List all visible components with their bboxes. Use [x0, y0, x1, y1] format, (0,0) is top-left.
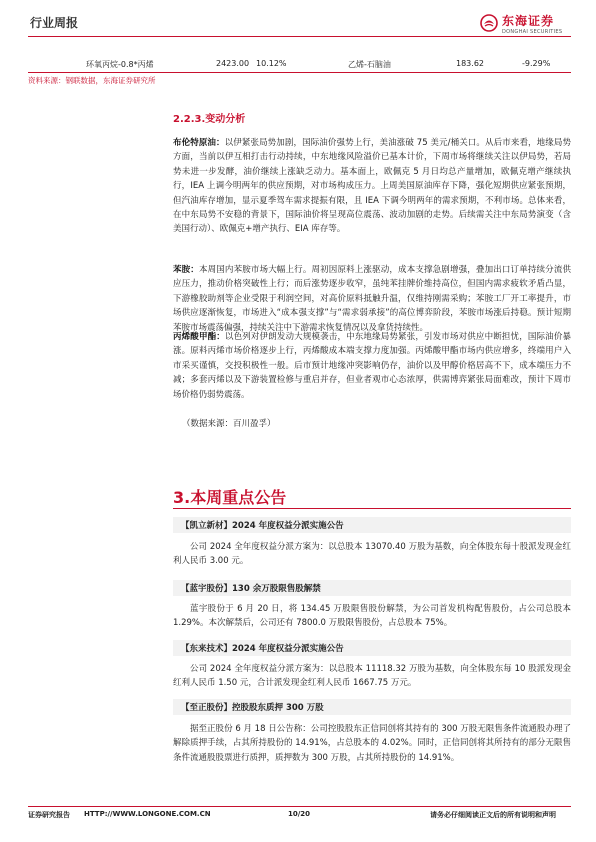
paragraph-text: 本周国内苯胺市场大幅上行。周初因原料上涨驱动，成本支撑急剧增强，叠加出口订单持续分流供应压力，推动价格突破性上行；而后涨势逐步收窄，虽纯苯挂牌价维持高位，但国内需求疲软矛盾凸显，下游橡胶助剂等企业受限于利润空间，对高价原料抵触升温，仅维持刚需采购；苯胺工厂开工率提升，市场供应逐渐恢复，市场进入“成本强支撑”与“需求弱承接”的高位博弈阶段，苯胺市场涨后持稳。预计短期苯胺市场震荡偏强，持续关注中下游需求恢复情况以及拿货持续性。 [173, 265, 571, 333]
section-title: 3.本周重点公告 [173, 488, 287, 507]
data-source-note: （数据来源：百川盈孚） [182, 419, 276, 429]
paragraph-methyl-acrylate [173, 330, 571, 402]
logo-english-name: DONGHAI SECURITIES [502, 29, 563, 35]
paragraph-label: 丙烯酸甲酯： [173, 332, 225, 342]
footer-divider [28, 806, 571, 807]
logo-mark-icon [480, 14, 498, 32]
header-divider [28, 36, 571, 37]
logo-chinese-name: 东海证券 [502, 14, 555, 28]
table-bottom-rule [28, 72, 571, 73]
footer-disclaimer: 请务必仔细阅读正文后的所有说明和声明 [430, 811, 556, 819]
announcement-title: 【至正股份】控股股东质押 300 万股 [173, 699, 571, 715]
announcement-body: 据至正股份 6 月 18 日公告称：公司控股股东正信同创将其持有的 300 万股无限售条件流通股办理了解除质押手续，占其所持股份的 14.91%，占总股本的 4.02%。同时，正信同创将其所持有的部分无限售条件流通股股票进行质押，质押数为 300 万股，占其所持股份的 14.91%。 [173, 724, 571, 763]
announcement-body: 公司 2024 全年度权益分派方案为：以总股本 11118.32 万股为基数，向全体股东每 10 股派发现金红利人民币 1.50 元，合计派发现金红利人民币 1667.75 万元。 [173, 664, 571, 689]
announcement-title: 【凯立新材】2024 年度权益分派实施公告 [173, 517, 571, 533]
section-divider [173, 508, 571, 509]
paragraph-label: 布伦特原油： [173, 138, 225, 148]
table-cell: -9.29% [522, 59, 551, 68]
report-type-title: 行业周报 [30, 16, 79, 30]
table-source-note: 资料来源：钢联数据，东海证券研究所 [28, 76, 156, 85]
page-header [0, 0, 596, 46]
table-cell: 乙烯-石脑油 [348, 60, 391, 69]
table-cell: 10.12% [256, 59, 287, 68]
table-cell: 环氧丙烷-0.8*丙烯 [86, 60, 154, 69]
announcement-body: 蓝宇股份于 6 月 20 日，将 134.45 万股限售股份解禁，为公司首发机构配售股份，占公司总股本 1.29%。本次解禁后，公司还有 7800.0 万股限售股份，占总股本 75%。 [173, 604, 571, 629]
table-cell: 2423.00 [216, 59, 250, 68]
paragraph-text: 以伊紧张局势加剧，国际油价强势上行，美油涨破 75 美元/桶关口。从后市来看，地缘局势方面，当前以伊互相打击行动持续，中东地缘风险溢价已基本计价，下周市场将继续关注以伊局势，若局势未进一步发酵，油价继续上涨缺乏动力。基本面上，欧佩克 5 月日均总产量增加，欧佩克增产继续执行，IEA 上调今明两年的供应预期，对市场构成压力。上周美国原油库存下降，强化短期供应紧张预期，但汽油库存增加，显示夏季驾车需求提振有限，且 IEA 下调今明两年的需求预期，不利市场。总体来看，在中东局势不安稳的背景下，国际油价将呈现高位震荡、波动加剧的走势。后续需关注中东局势演变（含美国行动）、欧佩克+增产执行、EIA 库存等。 [173, 138, 571, 235]
subsection-title: 2.2.3.变动分析 [173, 114, 246, 125]
table-row [28, 56, 571, 72]
announcement-title: 【东来技术】2024 年度权益分派实施公告 [173, 640, 571, 656]
paragraph-text: 以色列对伊朗发动大规模袭击，中东地缘局势紧张，引发市场对供应中断担忧，国际油价暴涨。原料丙烯市场价格逐步上行，丙烯酸成本端支撑力度加强。丙烯酸甲酯市场内供应增多，终端用户入市采买谨慎，交投积极性一般。后市预计地缘冲突影响仍存，油价以及甲醇价格居高不下，成本端压力不减；多套丙烯以及下游装置检修与重启并存，但业者观市心态浓厚，供需博弈紧张局面难改，预计下周市场价格仍弱势震荡。 [173, 332, 571, 400]
footer-report-label: 证券研究报告 [28, 811, 70, 819]
announcement-title: 【蓝宇股份】130 余万股限售股解禁 [173, 580, 571, 596]
paragraph-aniline [173, 263, 571, 335]
announcement-body: 公司 2024 全年度权益分派方案为：以总股本 13070.40 万股为基数，向全体股东每十股派发现金红利人民币 3.00 元。 [173, 542, 571, 567]
paragraph-label: 苯胺： [173, 265, 199, 275]
footer-url-link[interactable]: HTTP://WWW.LONGONE.COM.CN [84, 810, 211, 818]
paragraph-brent-crude [173, 136, 571, 237]
table-cell: 183.62 [456, 59, 484, 68]
page-number: 10/20 [288, 810, 311, 818]
